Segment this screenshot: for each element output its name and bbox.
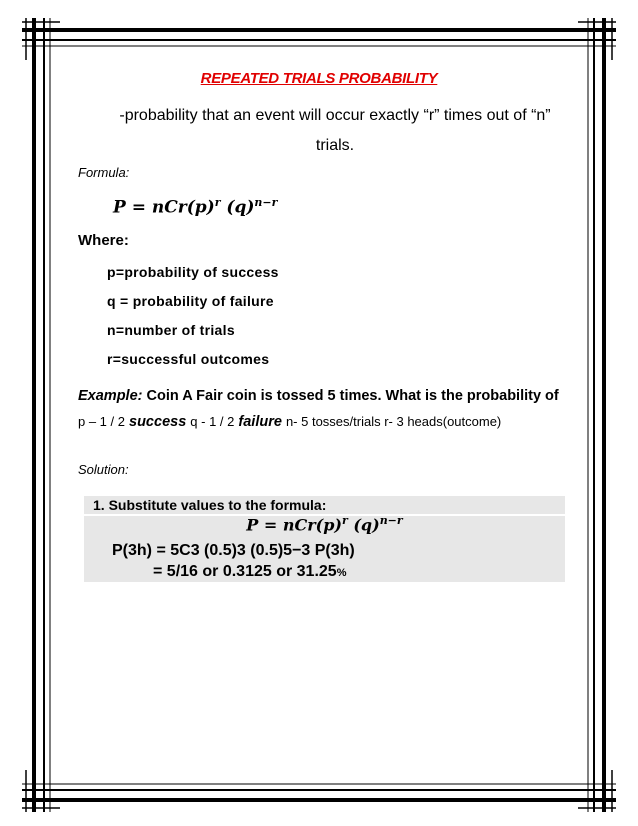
formula-exp-r: r (214, 196, 221, 209)
example-failure: failure (238, 414, 282, 430)
solution-step-1: 1. Substitute values to the formula: (93, 497, 327, 513)
var-r: r=successful outcomes (107, 351, 270, 367)
variable-list (107, 262, 279, 378)
formula-label: Formula: (78, 165, 130, 180)
formula-lhs: P = nCr(p) (113, 197, 215, 218)
formula-exp-nr: n−r (254, 196, 278, 209)
example-success: success (129, 414, 187, 430)
var-q: q = probability of failure (107, 293, 274, 309)
where-label: Where: (78, 232, 129, 249)
sol-formula-exp-r: r (341, 514, 348, 527)
definition-text: -probability that an event will occur exactly “r” times out of “n” trials. (119, 107, 551, 154)
var-n: n=number of trials (107, 322, 235, 338)
solution-label: Solution: (78, 462, 129, 477)
answer-prefix: = (153, 563, 167, 580)
example-p: p – 1 / 2 (78, 414, 125, 429)
answer-fraction: 5/16 (166, 563, 198, 580)
answer-rest: or 0.3125 or 31.25 (197, 563, 337, 580)
var-p: p=probability of success (107, 264, 279, 280)
sol-formula-lhs: P = nCr(p) (246, 515, 342, 535)
example-text: Coin A Fair coin is tossed 5 times. What is the probability of (146, 388, 559, 404)
formula-mid: (q) (226, 197, 255, 218)
example-paragraph (78, 384, 568, 435)
answer-line-1: P(3h) = 5C3 (0.5)3 (0.5)5−3 P(3h) (112, 542, 355, 559)
example-rest: n- 5 tosses/trials r- 3 heads(outcome) (285, 414, 502, 429)
sol-formula-mid: (q) (353, 515, 380, 535)
page-title: REPEATED TRIALS PROBABILITY (200, 70, 438, 87)
example-q: q - 1 / 2 (190, 414, 235, 429)
main-formula (113, 196, 277, 218)
sol-formula-exp-nr: n−r (379, 514, 403, 527)
example-label: Example: (78, 388, 143, 404)
solution-formula (84, 514, 565, 534)
answer-percent: % (336, 567, 347, 579)
answer-line-2 (153, 563, 346, 581)
